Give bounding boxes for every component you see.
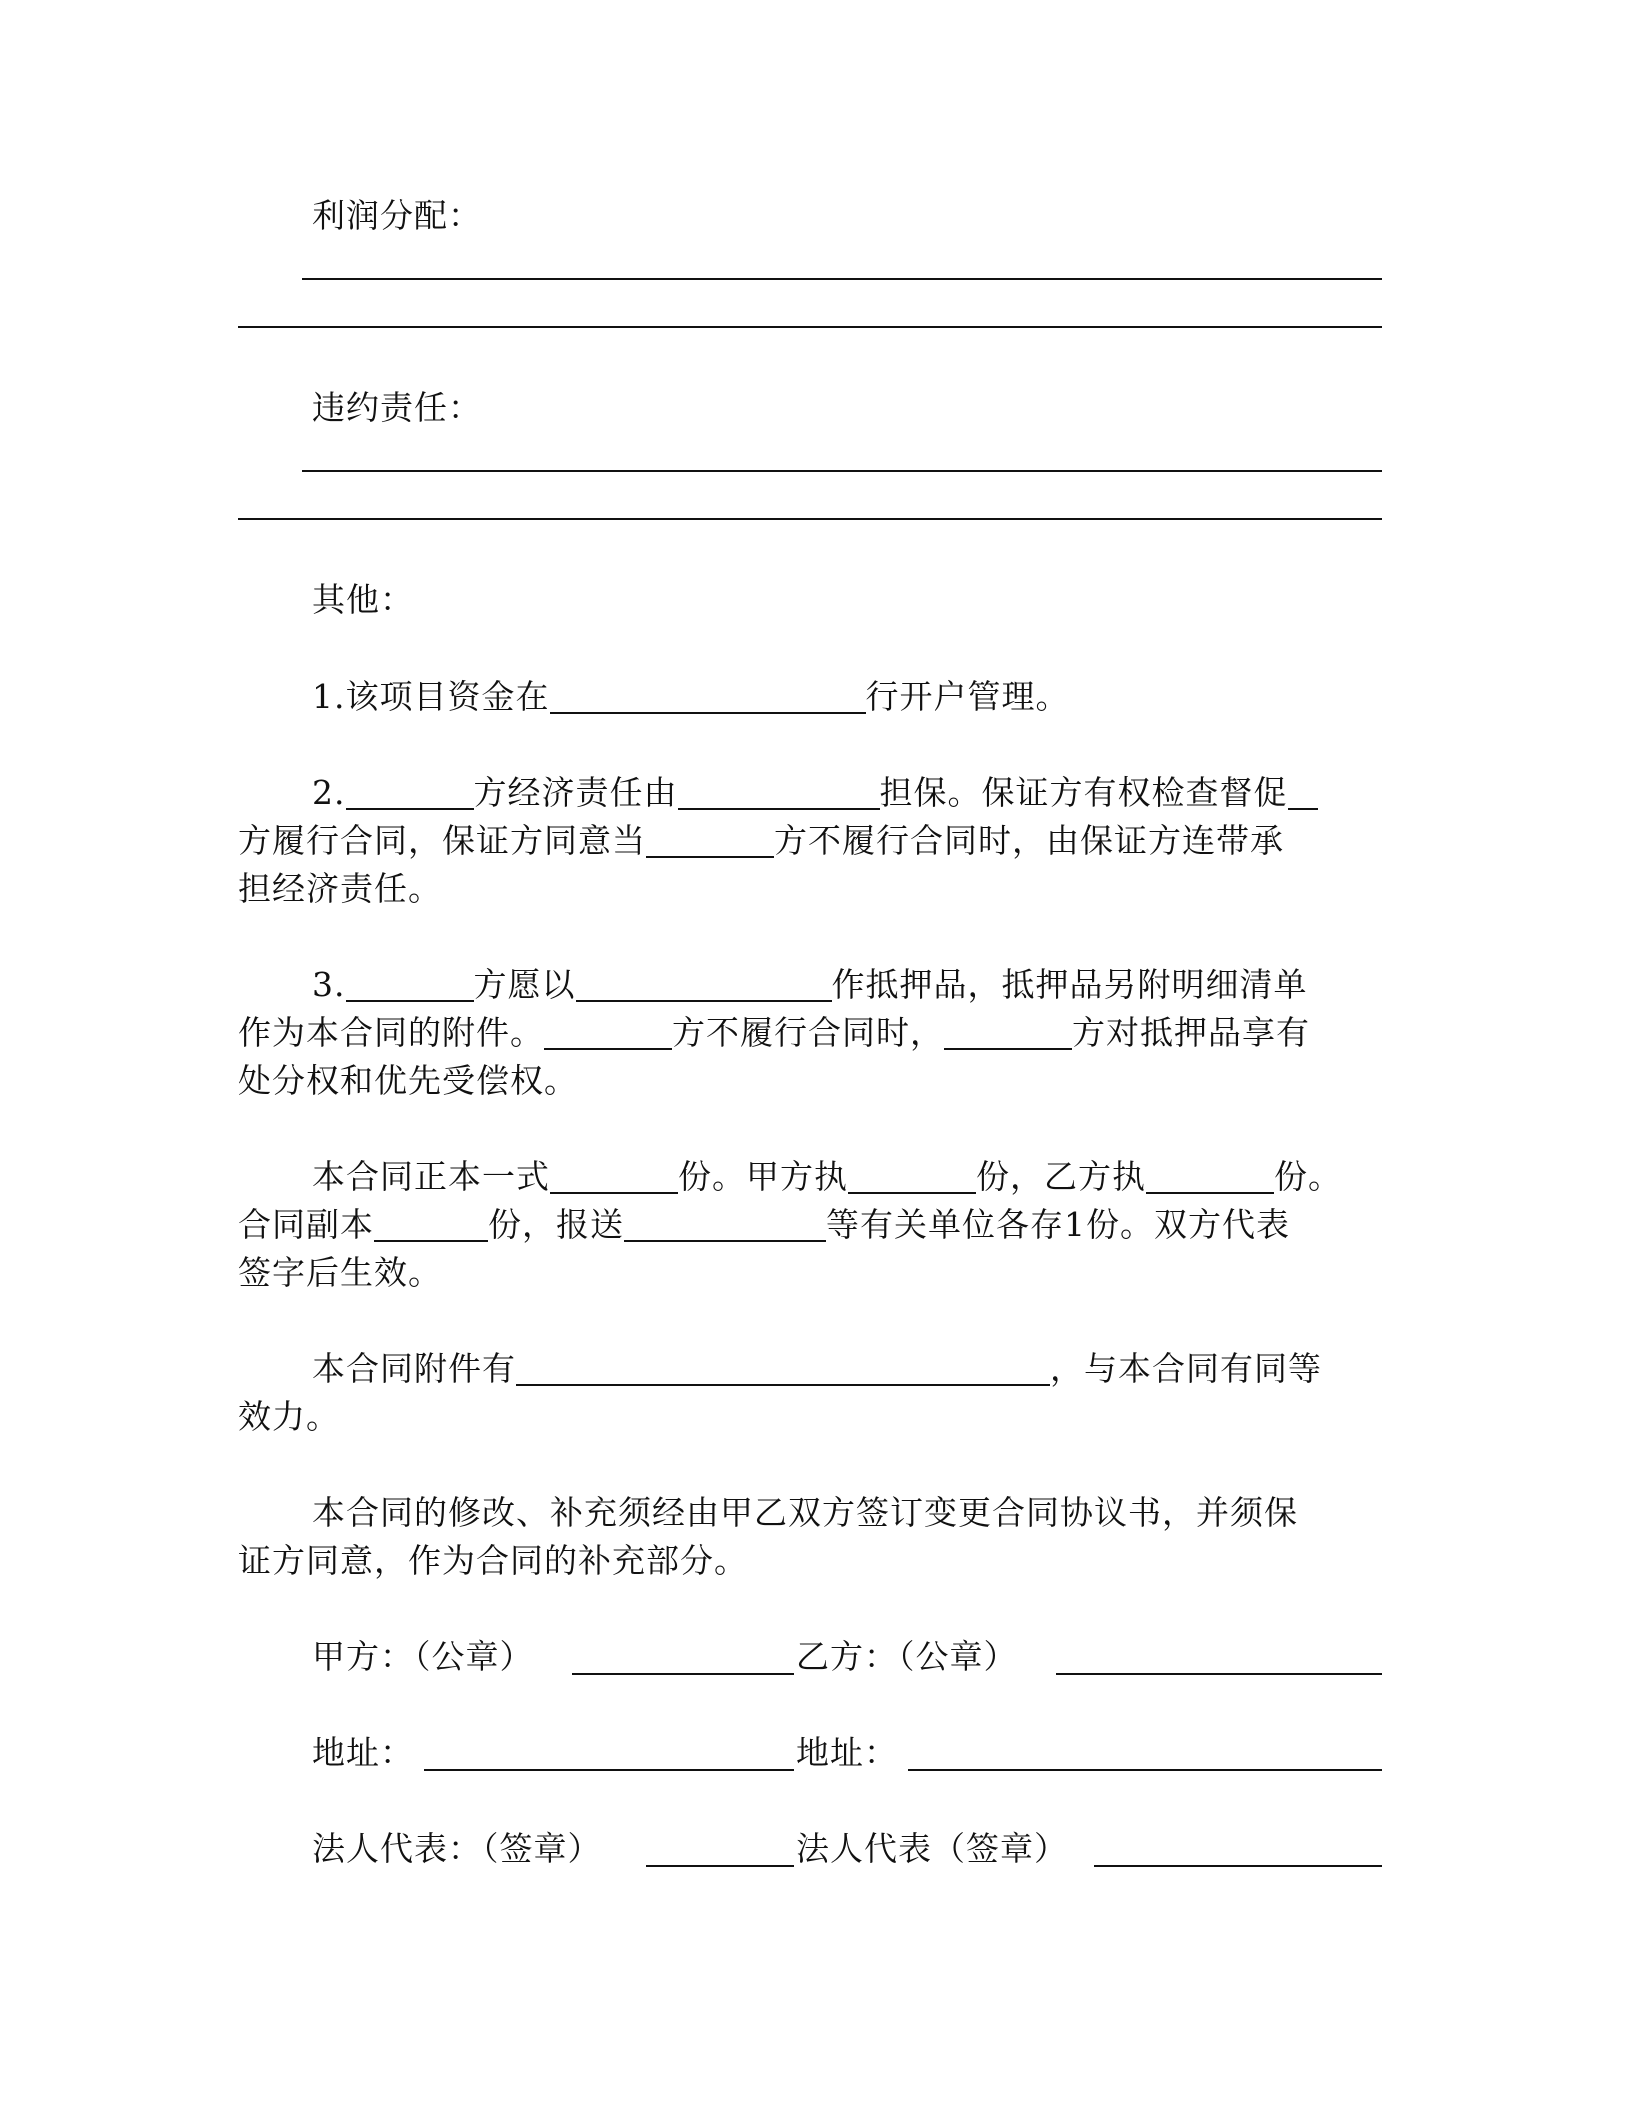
item2-text-a: 方经济责任由 [473,773,678,812]
original-count-blank[interactable] [550,1158,678,1194]
item2-party-blank-2[interactable] [1288,774,1318,810]
party-a-copies-blank[interactable] [848,1158,976,1194]
item1-prefix: 1.该项目资金在 [312,677,550,716]
item2-line1 [312,769,1318,817]
item2-line3: 担经济责任。 [238,869,442,908]
party-b-rep-label: 法人代表（签章） [796,1829,1068,1868]
breach-line-2[interactable] [238,518,1382,520]
item3-party-blank-2[interactable] [544,1014,672,1050]
attachments-line2: 效力。 [238,1397,340,1436]
party-a-seal-blank[interactable] [572,1673,794,1675]
recipient-units-blank[interactable] [624,1206,826,1242]
item3-party-blank-3[interactable] [944,1014,1072,1050]
item1-line [312,673,1070,721]
attachments-blank[interactable] [516,1350,1050,1386]
item3-party-blank-1[interactable] [346,966,474,1002]
copies-text-a: 本合同正本一式 [312,1157,550,1196]
copies-line1 [312,1153,1342,1201]
attachments-line1 [312,1345,1322,1393]
item2-party-blank-1[interactable] [346,774,474,810]
item2-text-b: 担保。保证方有权检查督促 [879,773,1288,812]
item2-line2 [238,817,1284,865]
item3-line3: 处分权和优先受偿权。 [238,1061,578,1100]
item3-text-d: 方不履行合同时， [672,1013,944,1052]
copies-text-c: 份，乙方执 [976,1157,1146,1196]
breach-heading: 违约责任： [312,388,482,427]
party-a-rep-label: 法人代表：（签章） [312,1829,602,1868]
attachments-text-a: 本合同附件有 [312,1349,516,1388]
guarantor-blank[interactable] [678,774,880,810]
copies-text-g: 等有关单位各存1份。双方代表 [826,1205,1290,1244]
party-b-seal-label: 乙方：（公章） [796,1637,1018,1676]
copies-line3: 签字后生效。 [238,1253,442,1292]
amendment-line2: 证方同意，作为合同的补充部分。 [238,1541,748,1580]
party-a-seal-label: 甲方：（公章） [312,1637,534,1676]
collateral-blank[interactable] [576,966,832,1002]
amendment-line1: 本合同的修改、补充须经由甲乙双方签订变更合同协议书，并须保 [312,1493,1298,1532]
profit-line-2[interactable] [238,326,1382,328]
item3-text-a: 方愿以 [473,965,576,1004]
item2-number: 2. [312,773,346,812]
attachments-text-b: ，与本合同有同等 [1050,1349,1322,1388]
party-b-address-blank[interactable] [908,1769,1382,1771]
other-heading: 其他： [312,580,414,619]
party-b-address-label: 地址： [796,1733,898,1772]
item3-number: 3. [312,965,346,1004]
party-a-address-label: 地址： [312,1733,414,1772]
item2-party-blank-3[interactable] [646,822,774,858]
duplicate-count-blank[interactable] [374,1206,488,1242]
profit-heading: 利润分配： [312,196,482,235]
party-b-rep-blank[interactable] [1094,1865,1382,1867]
copies-line2 [238,1201,1290,1249]
party-b-seal-blank[interactable] [1056,1673,1382,1675]
breach-line-1[interactable] [302,470,1382,472]
item3-text-b: 作抵押品，抵押品另附明细清单 [831,965,1308,1004]
copies-text-b: 份。甲方执 [678,1157,848,1196]
copies-text-e: 合同副本 [238,1205,374,1244]
party-b-copies-blank[interactable] [1146,1158,1274,1194]
item1-suffix: 行开户管理。 [865,677,1070,716]
bank-name-blank[interactable] [550,678,866,714]
party-a-rep-blank[interactable] [646,1865,794,1867]
item3-line2 [238,1009,1310,1057]
profit-line-1[interactable] [302,278,1382,280]
item3-text-c: 作为本合同的附件。 [238,1013,544,1052]
item2-text-d: 方不履行合同时，由保证方连带承 [774,821,1284,860]
copies-text-d: 份。 [1274,1157,1342,1196]
item2-text-c: 方履行合同，保证方同意当 [238,821,646,860]
item3-line1 [312,961,1308,1009]
item3-text-e: 方对抵押品享有 [1072,1013,1310,1052]
party-a-address-blank[interactable] [424,1769,794,1771]
copies-text-f: 份，报送 [488,1205,624,1244]
